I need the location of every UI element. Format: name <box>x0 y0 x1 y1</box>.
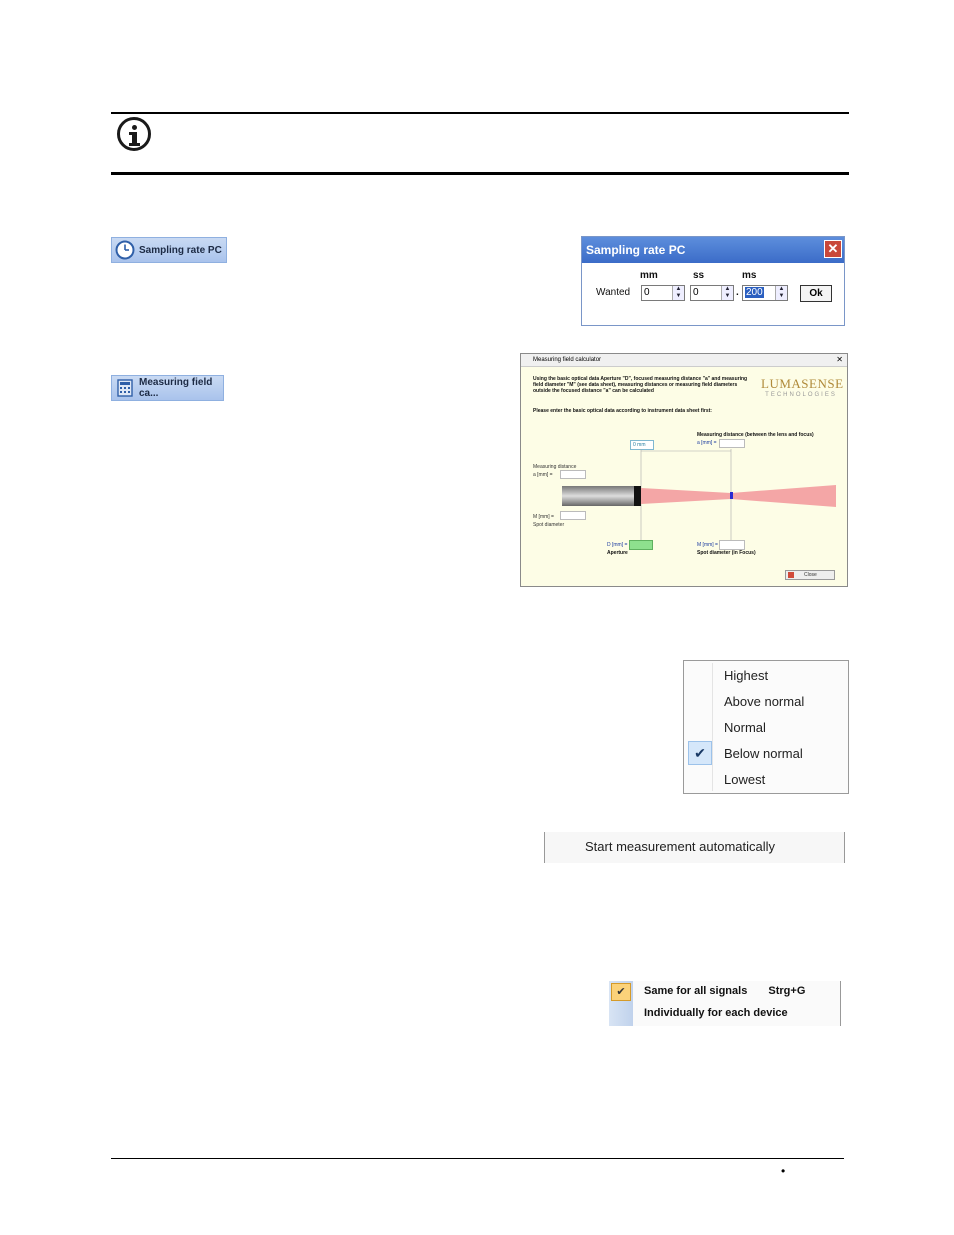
d-input[interactable] <box>629 540 653 550</box>
side-a-input[interactable] <box>560 470 586 479</box>
side-a: a [mm] = <box>533 472 553 478</box>
side-spot: Spot diameter <box>533 522 565 528</box>
footer-rule <box>111 1158 844 1159</box>
priority-item-below-normal[interactable]: Below normal <box>724 746 803 761</box>
stepper-arrows-icon[interactable]: ▲ ▼ <box>672 286 684 300</box>
measuring-field-button[interactable] <box>111 375 224 401</box>
calculator-intro: Using the basic optical data Aperture "D", focused measuring distance "a" and measuring field diameter "M" (see data sheet), measuring distances or measuring field diameters outside the focused distance "a" can be calculated <box>533 376 748 394</box>
note-top-rule <box>111 112 849 114</box>
brand-name: LUMASENSE <box>761 376 844 391</box>
checkmark-icon: ✔ <box>611 983 631 1001</box>
col-ms-label: ms <box>742 270 757 281</box>
same-for-all-signals-item[interactable] <box>644 985 805 997</box>
spot-focus-label: Spot diameter (in Focus) <box>697 550 756 556</box>
side-distance: Measuring distance <box>533 464 577 470</box>
ss-stepper[interactable] <box>690 285 734 301</box>
wanted-label: Wanted <box>596 287 631 298</box>
clock-icon <box>115 240 135 260</box>
priority-item-normal[interactable]: Normal <box>724 720 766 735</box>
individually-item[interactable]: Individually for each device <box>644 1007 788 1019</box>
close-label: Close <box>804 572 817 578</box>
sampling-rate-dialog <box>581 236 845 326</box>
side-m-input[interactable] <box>560 511 586 520</box>
sampling-rate-button-label: Sampling rate PC <box>139 244 222 256</box>
dialog-title: Sampling rate PC <box>586 243 686 257</box>
zero-label: 0 mm <box>633 442 646 448</box>
close-icon <box>788 572 794 578</box>
close-icon[interactable]: ✕ <box>824 240 842 258</box>
same-for-all-label: Same for all signals <box>644 985 748 997</box>
calculator-prompt: Please enter the basic optical data according to instrument data sheet first: <box>533 408 712 414</box>
sampling-rate-button[interactable] <box>111 237 227 263</box>
m-label: M [mm] = <box>697 542 718 548</box>
priority-item-lowest[interactable]: Lowest <box>724 772 766 787</box>
ok-button[interactable]: Ok <box>800 285 832 302</box>
start-measurement-item[interactable] <box>544 832 845 863</box>
ms-stepper[interactable] <box>742 285 788 301</box>
calculator-icon <box>115 378 135 398</box>
measuring-field-calculator <box>520 353 848 587</box>
time-separator: . <box>736 287 739 298</box>
col-mm-label: mm <box>640 270 658 281</box>
m-input[interactable] <box>719 540 745 550</box>
col-ss-label: ss <box>693 270 705 281</box>
stepper-arrows-icon[interactable]: ▲ ▼ <box>721 286 733 300</box>
calculator-close-button[interactable] <box>785 570 835 580</box>
close-icon[interactable]: ✕ <box>836 355 843 364</box>
note-bottom-rule <box>111 172 849 175</box>
mm-value: 0 <box>644 287 650 298</box>
signals-menu <box>609 981 841 1026</box>
a-label: a [mm] = <box>697 440 717 446</box>
ms-value: 200 <box>746 287 763 298</box>
start-measurement-label: Start measurement automatically <box>585 839 776 854</box>
shortcut-label: Strg+G <box>768 985 806 997</box>
priority-item-above-normal[interactable]: Above normal <box>724 694 805 709</box>
info-icon <box>117 117 151 151</box>
mm-stepper[interactable] <box>641 285 685 301</box>
calculator-title: Measuring field calculator <box>533 357 602 363</box>
priority-item-highest[interactable]: Highest <box>724 668 769 683</box>
measuring-field-button-label: Measuring field ca... <box>139 377 213 399</box>
menu-separator <box>712 663 713 791</box>
d-label: D [mm] = <box>607 542 628 548</box>
aperture-label: Aperture <box>607 550 628 556</box>
side-m: M [mm] = <box>533 514 554 520</box>
checkmark-icon: ✔ <box>688 741 712 765</box>
ss-value: 0 <box>693 287 699 298</box>
stepper-arrows-icon[interactable]: ▲ ▼ <box>775 286 787 300</box>
distance-title: Measuring distance (between the lens and focus) <box>697 432 814 438</box>
dialog-titlebar <box>582 237 844 263</box>
brand-sub: TECHNOLOGIES <box>765 392 837 398</box>
priority-menu <box>683 660 849 794</box>
footer-bullet: • <box>781 1164 786 1178</box>
